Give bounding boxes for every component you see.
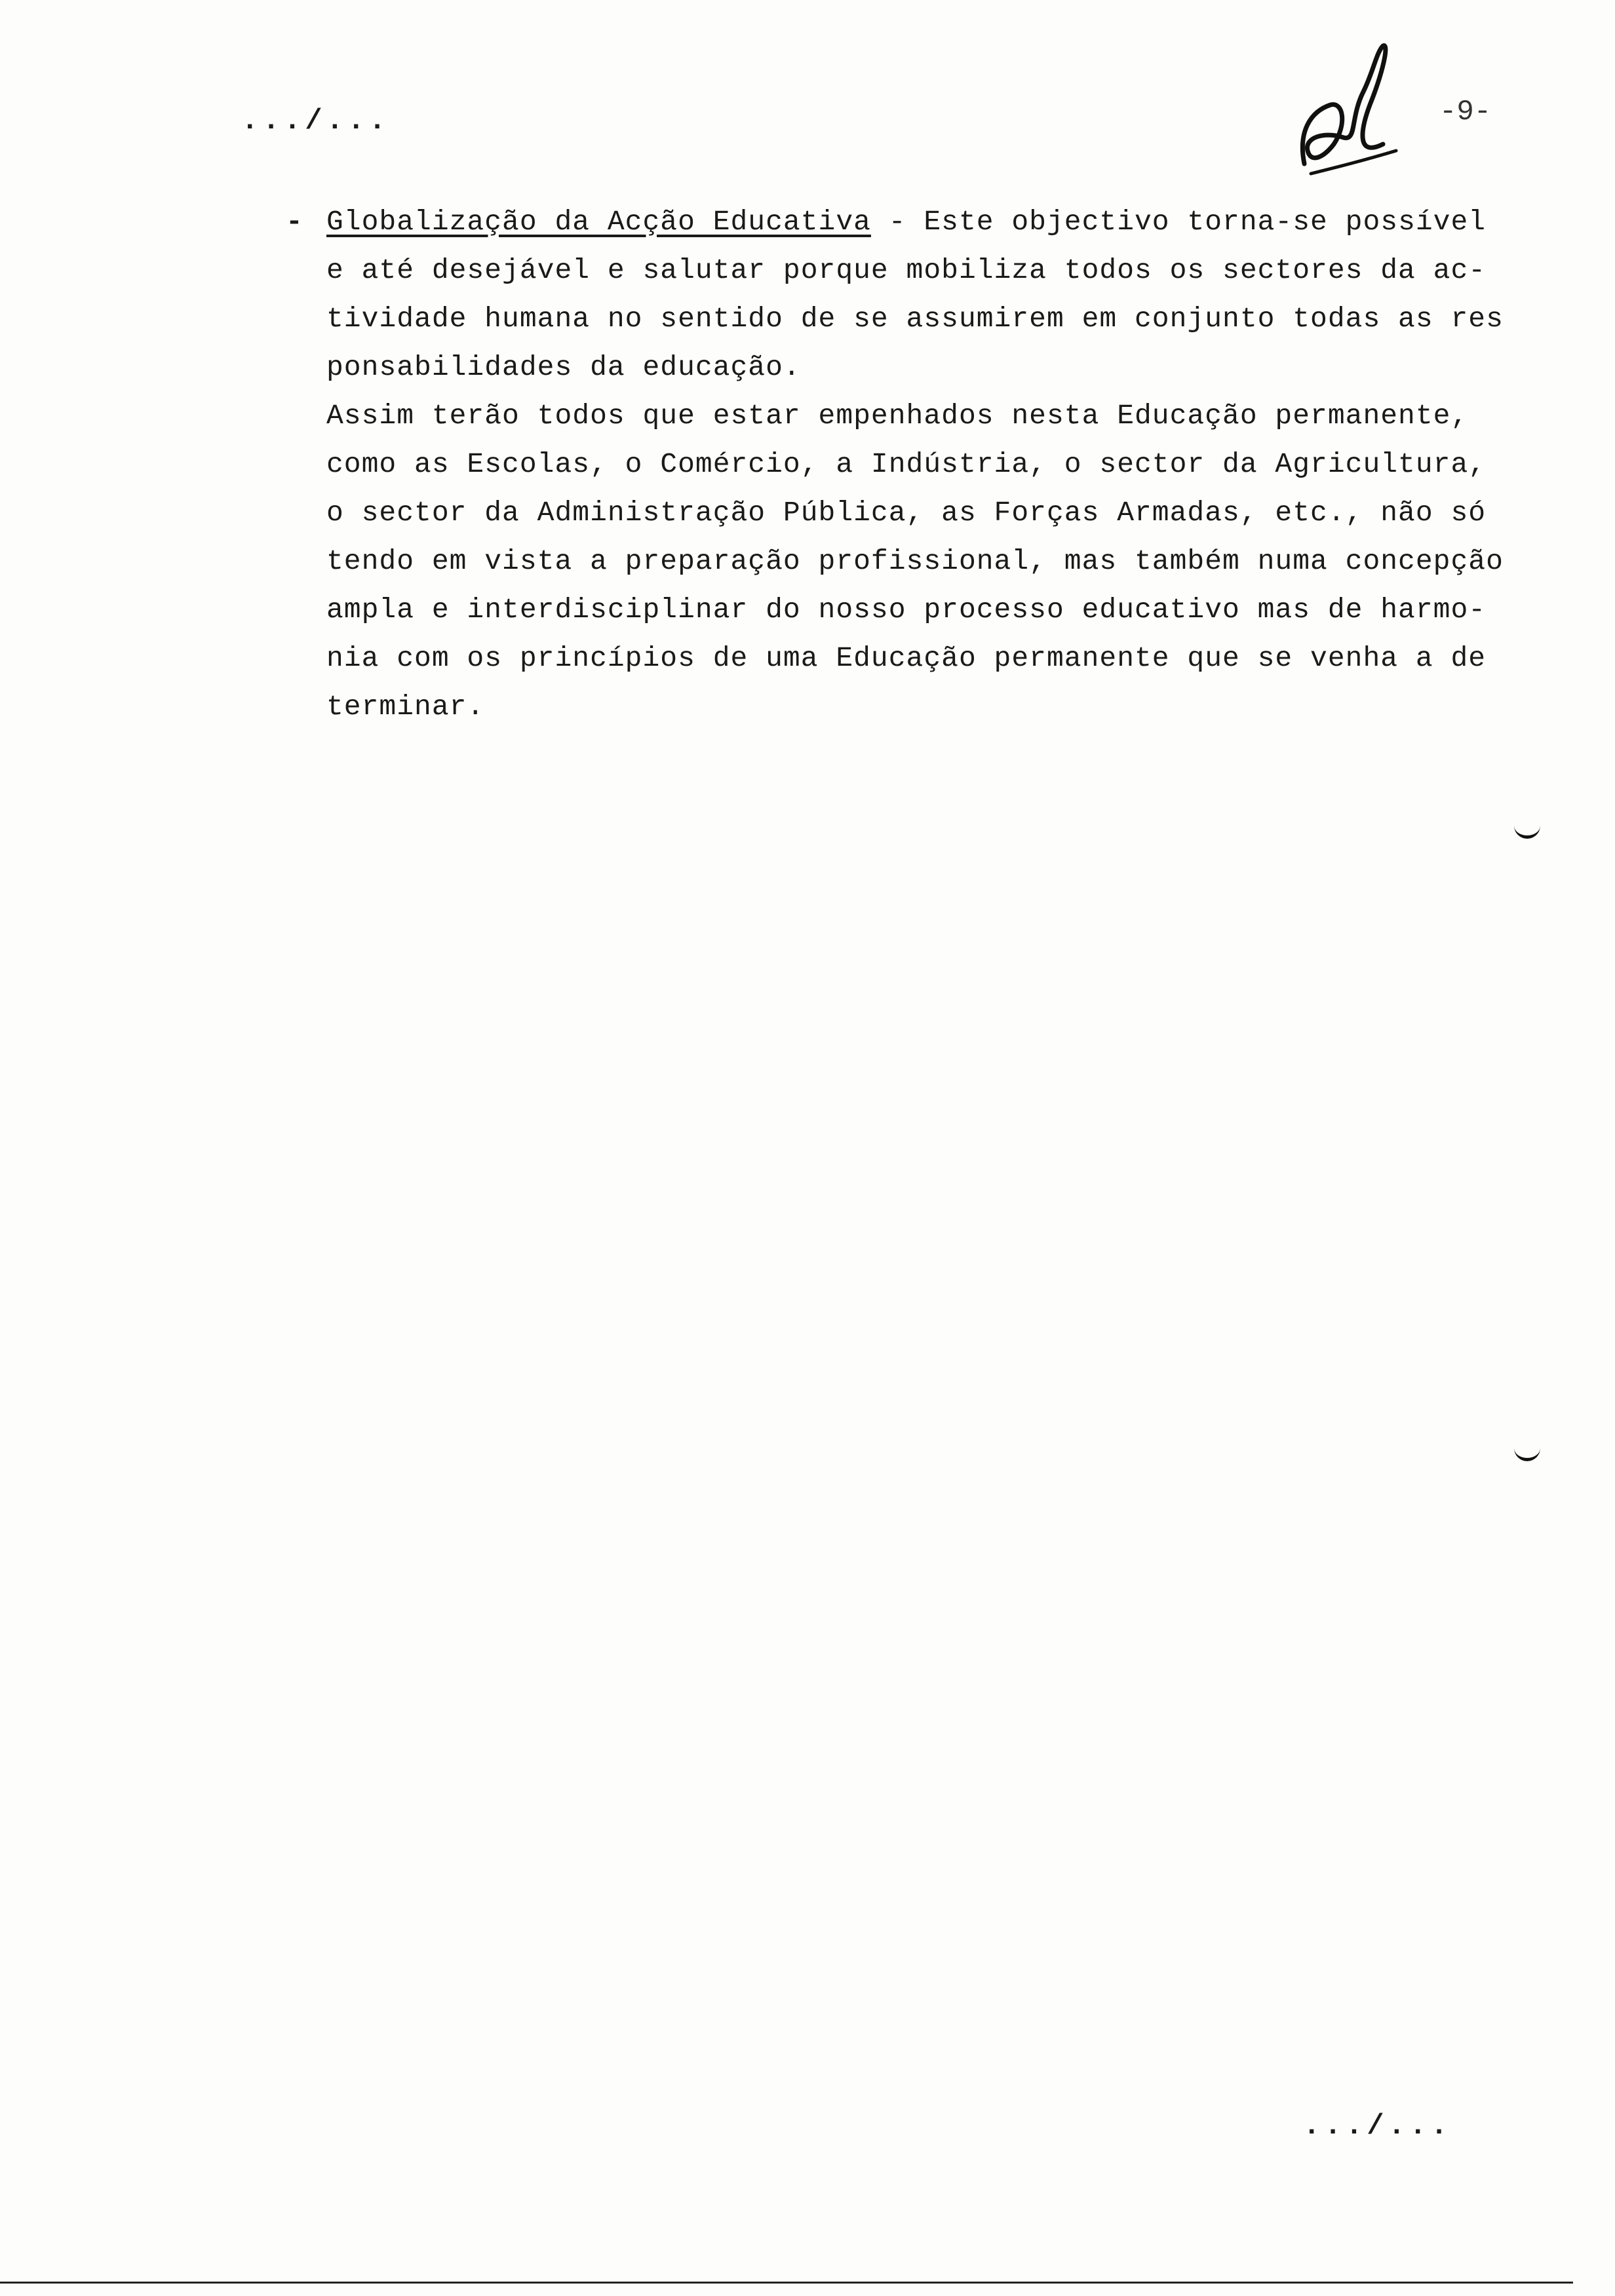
handwritten-signature	[1285, 33, 1403, 190]
bullet-dash: -	[286, 206, 303, 238]
paragraph-line: ampla e interdisciplinar do nosso processo educativo mas de harmo-	[326, 594, 1487, 626]
margin-mark	[1514, 1445, 1540, 1461]
bottom-rule	[0, 2282, 1573, 2284]
bullet-heading: Globalização da Acção Educativa	[326, 206, 871, 238]
bullet-line: - Este objectivo torna-se possível	[870, 206, 1487, 238]
paragraph-line: o sector da Administração Pública, as Forças Armadas, etc., não só	[326, 497, 1487, 529]
bullet-first-line	[288, 198, 1508, 246]
bullet-line: e até desejável e salutar porque mobiliza todos os sectores da ac-	[326, 254, 1487, 286]
bullet-line: tividade humana no sentido de se assumirem em conjunto todas as res	[326, 303, 1504, 335]
document-body	[288, 198, 1508, 731]
paragraph-line: nia com os princípios de uma Educação permanente que se venha a de	[326, 642, 1487, 674]
continuation-marker-top: .../...	[241, 105, 390, 138]
bullet-line: ponsabilidades da educação.	[326, 351, 801, 383]
margin-mark	[1514, 822, 1540, 839]
paragraph-line: Assim terão todos que estar empenhados nesta Educação permanente,	[326, 400, 1469, 432]
paragraph-line: tendo em vista a preparação profissional, mas também numa concepção	[326, 545, 1504, 577]
paragraph-line: terminar.	[326, 691, 485, 723]
continuation-marker-bottom: .../...	[1303, 2110, 1452, 2143]
paragraph-line: como as Escolas, o Comércio, a Indústria, o sector da Agricultura,	[326, 448, 1487, 480]
page-number: -9-	[1439, 96, 1492, 128]
